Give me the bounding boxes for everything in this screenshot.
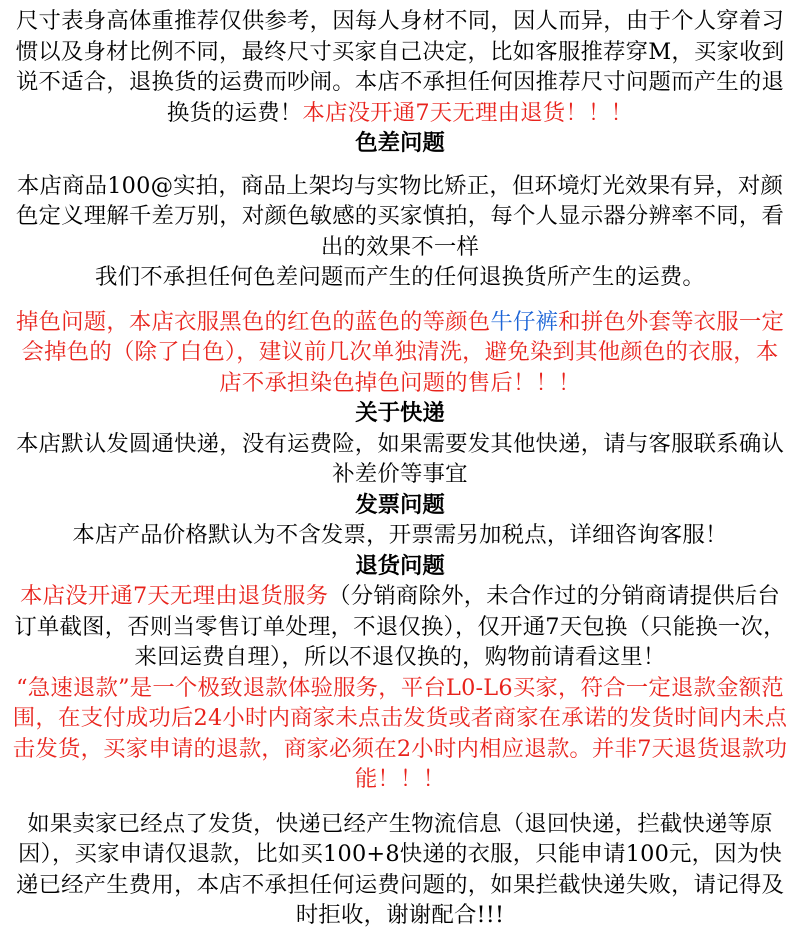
shipped-refund-text: 如果卖家已经点了发货，快递已经产生物流信息（退回快递，拦截快递等原因），买家申请仅退款，比如买100+8快递的衣服，只能申请100元，因为快递已经产生费用，本店不承担任何运费问题的，如果拦截快递失败，请记得及时拒收，谢谢配合!!! — [15, 810, 785, 928]
returns-text — [12, 581, 788, 673]
returns-heading: 退货问题 — [355, 552, 445, 579]
spacer — [12, 293, 788, 307]
express-refund-text: “急速退款”是一个极致退款体验服务，平台L0-L6买家，符合一定退款金额范围，在支付成功后24小时内商家未点击发货或者商家在承诺的发货时间内未点击发货，买家申请的退款，商家必须在2小时内相应退款。并非7天退货退款功能！！！ — [12, 674, 788, 792]
invoice-heading: 发票问题 — [355, 491, 445, 518]
jeans-highlight: 牛仔裤 — [490, 308, 559, 335]
fading-text-part1: 掉色问题，本店衣服黑色的红色的蓝色的等颜色 — [15, 308, 491, 335]
color-diff-text: 本店商品100@实拍，商品上架均与实物比矫正，但环境灯光效果有异，对颜色定义理解千差万别，对颜色敏感的买家慎拍，每个人显示器分辨率不同，看出的效果不一样 — [15, 172, 785, 260]
color-diff-heading: 色差问题 — [355, 130, 445, 156]
fading-text-part2: 和拼色外套等衣服一定会掉色的（除了白色），建议前几次单独清洗，避免染到其他颜色的衣服，本店不承担染色掉色问题的售后！！！ — [21, 308, 785, 396]
no-7day-return-service: 本店没开通7天无理由退货服务 — [20, 583, 329, 609]
size-notice-text: 尺寸表身高体重推荐仅供参考，因每人身材不同，因人而异，由于个人穿着习惯以及身材比例不同，最终尺寸买家自己决定，比如客服推荐穿M，买家收到说不适合，退换货的运费而吵闹。本店不承担任何因推荐尺寸问题而产生的退换货的运费！ — [15, 8, 785, 126]
size-notice — [12, 6, 788, 128]
spacer — [12, 159, 788, 171]
no-7day-return-notice: 本店没开通7天无理由退货！！！ — [302, 99, 634, 126]
invoice-text: 本店产品价格默认为不含发票，开票需另加税点，详细咨询客服！ — [72, 522, 728, 548]
shipping-heading: 关于快递 — [355, 400, 445, 426]
fading-notice — [12, 307, 788, 399]
color-diff-shipping-text: 我们不承担任何色差问题而产生的任何退换货所产生的运费。 — [95, 264, 705, 290]
shipping-text: 本店默认发圆通快递，没有运费险，如果需要发其他快递，请与客服联系确认补差价等事宜 — [15, 430, 785, 487]
returns-detail: （分销商除外，未合作过的分销商请提供后台订单截图，否则当零售订单处理，不退仅换），仅开通7天包换（只能换一次，来回运费自理），所以不退仅换的，购物前请看这里！ — [14, 583, 786, 670]
spacer — [12, 795, 788, 809]
